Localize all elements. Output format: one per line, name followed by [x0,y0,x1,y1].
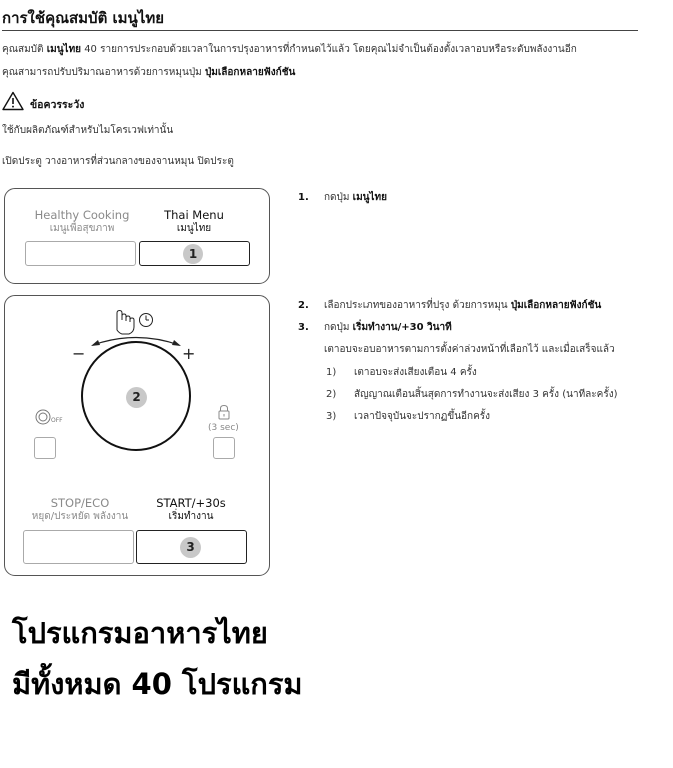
clock-icon [140,314,153,327]
thai-menu-th: เมนูไทย [176,223,212,234]
child-lock-label: (3 sec) [208,423,239,433]
child-lock-icon [216,404,232,420]
substep-text: สัญญาณเตือนสิ้นสุดการทำงานจะส่งเสียง 3 ครั้ง (นาทีละครั้ง) [354,389,618,400]
step-emphasis: เริ่มทำงาน/+30 วินาที [352,322,452,333]
intro-text: คุณสามารถปรับปริมาณอาหารด้วยการหมุนปุ่ม [2,67,205,78]
intro-line-2 [2,66,295,80]
stop-eco-th: หยุด/ประหยัด พลังงาน [31,511,129,522]
step-text [324,321,452,335]
intro-emphasis: เมนูไทย [46,44,82,55]
step-number: 2. [298,300,309,311]
step-text-part: กดปุ่ม [324,192,353,203]
child-lock-button[interactable] [213,437,235,459]
start-th: เริ่มทำงาน [168,511,214,522]
start-en: START/+30s [156,496,226,510]
healthy-cooking-th: เมนูเพื่อสุขภาพ [49,223,115,234]
eco-off-button[interactable] [34,437,56,459]
title-divider [2,30,638,31]
intro-text: 40 รายการประกอบด้วยเวลาในการปรุงอาหารที่กำหนดไว้แล้ว โดยคุณไม่จำเป็นต้องตั้งเวลาอบหรือระดับพลังงานอีก [81,44,577,55]
thai-menu-en: Thai Menu [164,208,224,222]
step-3-detail: เตาอบจะอบอาหารตามการตั้งค่าล่วงหน้าที่เลือกไว้ และเมื่อเสร็จแล้ว [324,344,615,355]
step-text [324,191,387,205]
stop-eco-button[interactable] [23,530,134,564]
eco-off-label: OFF [51,417,63,424]
step-text [324,299,601,313]
dial-plus-sign: + [182,344,196,363]
intro-text: คุณสมบัติ [2,44,47,55]
caution-text: ใช้กับผลิตภัณฑ์สำหรับไมโครเวฟเท่านั้น [2,125,174,136]
healthy-cooking-label [25,208,139,236]
program-title: โปรแกรมอาหารไทย [12,616,268,650]
caution-label: ข้อควรระวัง [30,99,85,111]
step-badge-2: 2 [126,387,147,408]
program-count: มีทั้งหมด 40 โปรแกรม [12,667,303,701]
dial-minus-sign: − [72,344,86,363]
step-text-part: กดปุ่ม [324,322,353,333]
healthy-cooking-en: Healthy Cooking [34,208,130,222]
step-badge-1: 1 [183,244,203,264]
substep-number: 1) [326,367,337,378]
step-text-part: เลือกประเภทของอาหารที่ปรุง ด้วยการหมุน [324,300,511,311]
step-emphasis: ปุ่มเลือกหลายฟังก์ชัน [510,300,602,311]
substep-text: เตาอบจะส่งเสียงเตือน 4 ครั้ง [354,367,477,378]
step-number: 3. [298,322,309,333]
prep-instruction: เปิดประตู วางอาหารที่ส่วนกลางของจานหมุน ปิดประตู [2,156,234,167]
intro-emphasis: ปุ่มเลือกหลายฟังก์ชัน [204,67,296,78]
stop-eco-en: STOP/ECO [50,496,110,510]
hand-press-icon [117,311,134,335]
step-badge-3: 3 [180,537,201,558]
substep-text: เวลาปัจจุบันจะปรากฏขึ้นอีกครั้ง [354,411,491,422]
substep-number: 2) [326,389,337,400]
warning-triangle-icon [2,91,24,111]
section-title: การใช้คุณสมบัติ เมนูไทย [2,9,165,27]
eco-off-indicator [34,408,66,428]
substep-number: 3) [326,411,337,422]
stop-eco-label [19,496,141,524]
control-panel [4,295,270,576]
menu-keys-panel [4,188,270,284]
step-number: 1. [298,192,309,203]
healthy-cooking-button[interactable] [25,241,136,266]
intro-line-1 [2,43,577,57]
step-emphasis: เมนูไทย [352,192,387,203]
start-label [135,496,247,524]
thai-menu-label [139,208,249,236]
